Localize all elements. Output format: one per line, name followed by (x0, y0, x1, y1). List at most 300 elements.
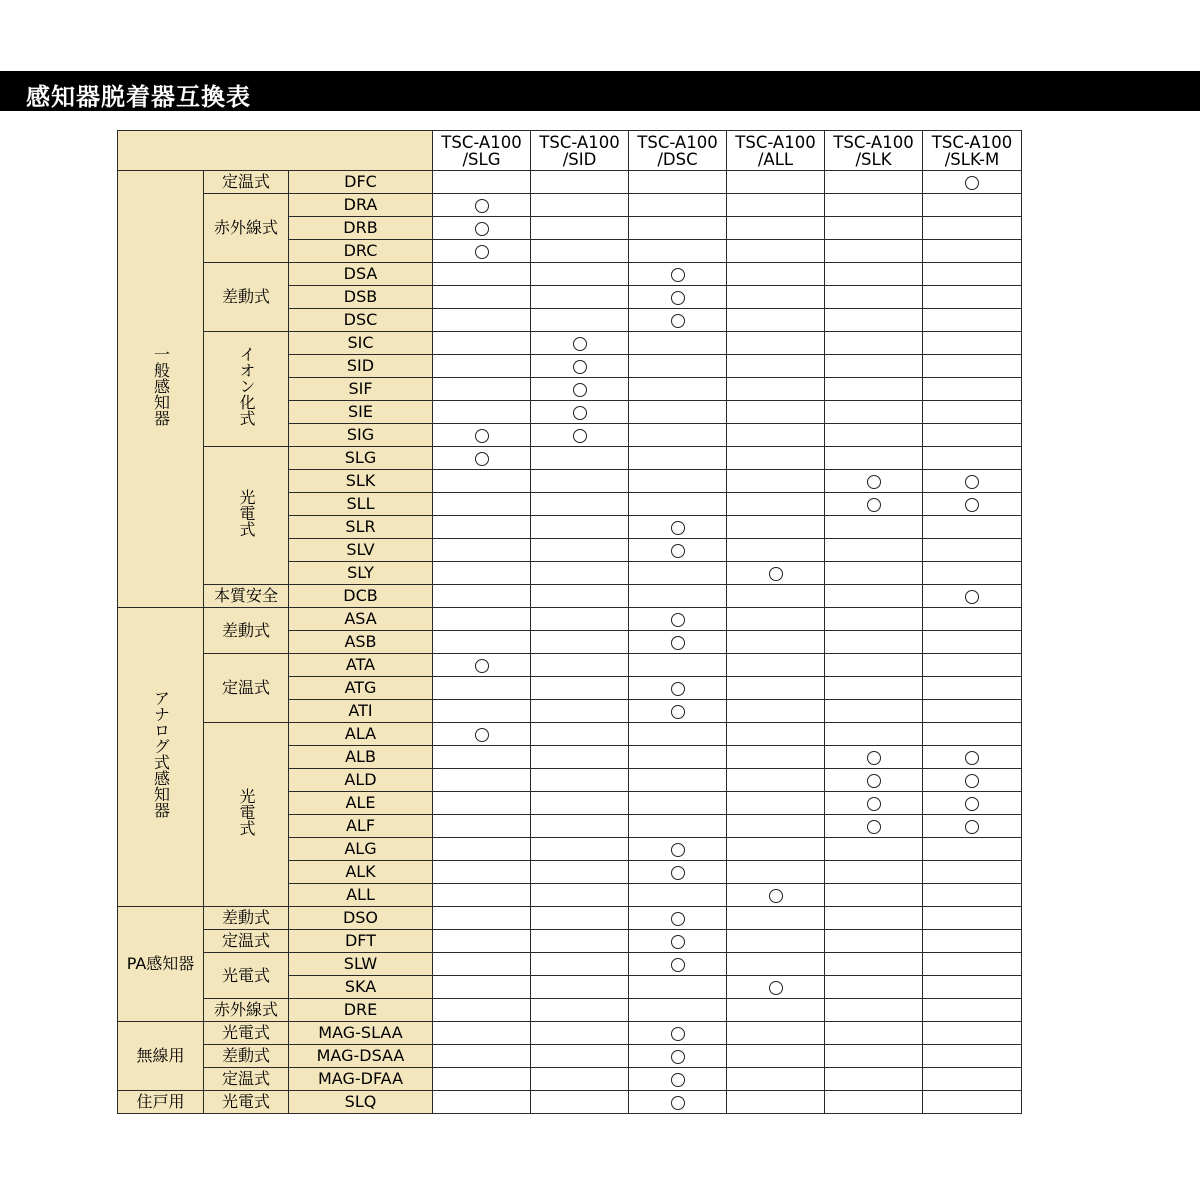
table-row (118, 1068, 1022, 1091)
compat-cell (727, 700, 825, 723)
compat-cell (923, 792, 1022, 815)
compat-cell (629, 401, 727, 424)
table-row (118, 447, 1022, 470)
compat-cell (629, 286, 727, 309)
compat-cell (433, 746, 531, 769)
compat-cell (531, 516, 629, 539)
compat-cell (433, 401, 531, 424)
compat-cell (923, 194, 1022, 217)
compatible-mark (671, 705, 685, 719)
compat-cell (727, 332, 825, 355)
compatible-mark (671, 912, 685, 926)
table-row (118, 930, 1022, 953)
model-name: DRB (289, 217, 433, 240)
compatible-mark (573, 360, 587, 374)
compatible-mark (867, 475, 881, 489)
compat-cell (825, 930, 923, 953)
model-name: SIF (289, 378, 433, 401)
compat-cell (825, 1068, 923, 1091)
compat-cell (727, 677, 825, 700)
compat-cell (531, 1045, 629, 1068)
compat-cell (531, 562, 629, 585)
table-row (118, 1022, 1022, 1045)
model-name: DFT (289, 930, 433, 953)
compat-cell (531, 424, 629, 447)
compat-cell (923, 746, 1022, 769)
model-name: ALD (289, 769, 433, 792)
model-name: SLV (289, 539, 433, 562)
compat-cell (825, 470, 923, 493)
compatible-mark (965, 751, 979, 765)
compat-cell (727, 746, 825, 769)
compat-cell (825, 1022, 923, 1045)
compat-cell (629, 608, 727, 631)
compat-cell (433, 332, 531, 355)
model-name: SIC (289, 332, 433, 355)
header-corner (118, 131, 433, 171)
compat-cell (629, 194, 727, 217)
compat-cell (727, 539, 825, 562)
compat-cell (629, 838, 727, 861)
compat-cell (629, 815, 727, 838)
model-name: SIE (289, 401, 433, 424)
compat-cell (531, 677, 629, 700)
compat-cell (825, 700, 923, 723)
type-label-text: 光電式 (221, 1092, 270, 1111)
model-name: DRA (289, 194, 433, 217)
compat-cell (629, 309, 727, 332)
compat-cell (629, 953, 727, 976)
compat-cell (433, 999, 531, 1022)
type-label-text: 差動式 (221, 1046, 270, 1065)
compat-cell (531, 309, 629, 332)
model-name: ALB (289, 746, 433, 769)
model-name: SLQ (289, 1091, 433, 1114)
compat-cell (531, 631, 629, 654)
compatible-mark (769, 567, 783, 581)
compat-cell (727, 608, 825, 631)
col-header-slk-m: TSC-A100 /SLK-M (923, 131, 1022, 171)
compat-cell (433, 1022, 531, 1045)
compat-cell (923, 217, 1022, 240)
compat-cell (629, 1068, 727, 1091)
compat-cell (825, 838, 923, 861)
model-name: SLG (289, 447, 433, 470)
compat-cell (433, 378, 531, 401)
compat-cell (923, 355, 1022, 378)
compat-cell (531, 470, 629, 493)
compat-cell (433, 815, 531, 838)
compat-cell (531, 953, 629, 976)
compat-cell (727, 447, 825, 470)
compat-cell (727, 286, 825, 309)
compat-cell (531, 930, 629, 953)
compat-cell (433, 884, 531, 907)
type-label-text: 光電式 (237, 787, 256, 836)
type-label-text: 光電式 (237, 488, 256, 537)
table-row (118, 999, 1022, 1022)
compat-cell (825, 424, 923, 447)
compat-cell (825, 999, 923, 1022)
compat-cell (433, 309, 531, 332)
group-label (118, 1022, 204, 1091)
compat-cell (433, 1091, 531, 1114)
compat-cell (923, 654, 1022, 677)
compat-cell (825, 585, 923, 608)
compat-cell (727, 654, 825, 677)
compatible-mark (965, 475, 979, 489)
table-row (118, 608, 1022, 631)
group-label (118, 171, 204, 608)
compat-cell (727, 861, 825, 884)
compat-cell (727, 1068, 825, 1091)
compat-cell (923, 815, 1022, 838)
compat-cell (727, 585, 825, 608)
compatibility-table (117, 130, 1022, 1114)
compat-cell (531, 539, 629, 562)
type-label-text: 赤外線式 (213, 1000, 278, 1019)
compat-cell (825, 263, 923, 286)
compat-cell (531, 240, 629, 263)
table-row (118, 953, 1022, 976)
compat-cell (727, 171, 825, 194)
compat-cell (923, 953, 1022, 976)
col-header-slk: TSC-A100 /SLK (825, 131, 923, 171)
compat-cell (825, 677, 923, 700)
compat-cell (433, 953, 531, 976)
compat-cell (825, 815, 923, 838)
table-row (118, 1045, 1022, 1068)
compat-cell (629, 516, 727, 539)
compat-cell (433, 424, 531, 447)
compat-cell (825, 976, 923, 999)
compat-cell (433, 493, 531, 516)
table-row (118, 907, 1022, 930)
compat-cell (531, 769, 629, 792)
compat-cell (433, 217, 531, 240)
compat-cell (727, 907, 825, 930)
compatible-mark (671, 1050, 685, 1064)
compat-cell (531, 286, 629, 309)
model-name: ASB (289, 631, 433, 654)
compat-cell (923, 930, 1022, 953)
compatible-mark (671, 958, 685, 972)
type-label-text: 本質安全 (213, 586, 278, 605)
compat-cell (433, 263, 531, 286)
compat-cell (825, 769, 923, 792)
compatible-mark (671, 1027, 685, 1041)
compat-cell (825, 286, 923, 309)
model-name: DSO (289, 907, 433, 930)
model-name: MAG-DSAA (289, 1045, 433, 1068)
type-label-text: 差動式 (221, 620, 270, 640)
type-label (204, 723, 289, 907)
compatible-mark (769, 889, 783, 903)
compat-cell (629, 1091, 727, 1114)
model-name: DSA (289, 263, 433, 286)
col-header-slg: TSC-A100 /SLG (433, 131, 531, 171)
compat-cell (825, 378, 923, 401)
compat-cell (727, 562, 825, 585)
compatible-mark (769, 981, 783, 995)
group-label-text: 一般感知器 (151, 346, 171, 426)
compat-cell (825, 631, 923, 654)
compat-cell (923, 447, 1022, 470)
model-name: SLR (289, 516, 433, 539)
compat-cell (433, 194, 531, 217)
compat-cell (825, 309, 923, 332)
compat-cell (825, 171, 923, 194)
compat-cell (727, 884, 825, 907)
compat-cell (727, 1045, 825, 1068)
compat-cell (727, 355, 825, 378)
compat-cell (727, 516, 825, 539)
compat-cell (433, 700, 531, 723)
model-name: ASA (289, 608, 433, 631)
compat-cell (433, 723, 531, 746)
table-row (118, 654, 1022, 677)
compat-cell (433, 976, 531, 999)
compatible-mark (671, 291, 685, 305)
compat-cell (923, 240, 1022, 263)
compatible-mark (671, 1073, 685, 1087)
compat-cell (923, 700, 1022, 723)
type-label-text: イオン化式 (237, 346, 256, 426)
compat-cell (629, 930, 727, 953)
compat-cell (629, 999, 727, 1022)
compat-cell (531, 263, 629, 286)
col-header-sid: TSC-A100 /SID (531, 131, 629, 171)
compat-cell (923, 999, 1022, 1022)
compatibility-table-body (118, 131, 1022, 1114)
compatible-mark (965, 498, 979, 512)
compat-cell (433, 447, 531, 470)
compat-cell (629, 240, 727, 263)
compatible-mark (867, 820, 881, 834)
compatible-mark (671, 544, 685, 558)
compat-cell (923, 309, 1022, 332)
group-label (118, 608, 204, 907)
compatible-mark (671, 521, 685, 535)
compat-cell (629, 861, 727, 884)
model-name: SLW (289, 953, 433, 976)
compat-cell (531, 1091, 629, 1114)
compatible-mark (475, 222, 489, 236)
compat-cell (727, 999, 825, 1022)
compatible-mark (867, 751, 881, 765)
table-row (118, 263, 1022, 286)
compat-cell (825, 861, 923, 884)
compat-cell (433, 608, 531, 631)
compat-cell (629, 907, 727, 930)
compat-cell (727, 401, 825, 424)
group-label (118, 907, 204, 1022)
compat-cell (433, 769, 531, 792)
compat-cell (825, 1045, 923, 1068)
compat-cell (531, 999, 629, 1022)
compatible-mark (671, 1096, 685, 1110)
compat-cell (727, 953, 825, 976)
compat-cell (629, 378, 727, 401)
compat-cell (531, 447, 629, 470)
compat-cell (531, 815, 629, 838)
compat-cell (825, 907, 923, 930)
compat-cell (531, 723, 629, 746)
compat-cell (727, 470, 825, 493)
compatible-mark (573, 383, 587, 397)
compat-cell (531, 401, 629, 424)
compat-cell (433, 1068, 531, 1091)
compatible-mark (671, 314, 685, 328)
compat-cell (825, 608, 923, 631)
compat-cell (923, 470, 1022, 493)
type-label (204, 999, 289, 1022)
model-name: SKA (289, 976, 433, 999)
compat-cell (531, 493, 629, 516)
compat-cell (531, 907, 629, 930)
compat-cell (531, 884, 629, 907)
model-name: DFC (289, 171, 433, 194)
compat-cell (825, 240, 923, 263)
model-name: MAG-DFAA (289, 1068, 433, 1091)
compat-cell (433, 516, 531, 539)
compat-cell (923, 907, 1022, 930)
compat-cell (727, 217, 825, 240)
type-label (204, 1045, 289, 1068)
compat-cell (629, 677, 727, 700)
type-label (204, 930, 289, 953)
type-label (204, 907, 289, 930)
compat-cell (923, 769, 1022, 792)
compat-cell (531, 171, 629, 194)
compat-cell (923, 562, 1022, 585)
type-label-text: 定温式 (221, 931, 270, 950)
type-label (204, 332, 289, 447)
compat-cell (923, 631, 1022, 654)
group-label-text: 住戸用 (136, 1092, 185, 1111)
compat-cell (923, 424, 1022, 447)
compat-cell (727, 976, 825, 999)
compat-cell (727, 309, 825, 332)
compat-cell (629, 1022, 727, 1045)
model-name: ATG (289, 677, 433, 700)
table-row (118, 723, 1022, 746)
compat-cell (629, 654, 727, 677)
compat-cell (433, 907, 531, 930)
compat-cell (433, 240, 531, 263)
compat-cell (727, 631, 825, 654)
model-name: DSC (289, 309, 433, 332)
compat-cell (531, 654, 629, 677)
compat-cell (727, 792, 825, 815)
compat-cell (531, 700, 629, 723)
compat-cell (923, 861, 1022, 884)
compat-cell (531, 608, 629, 631)
compat-cell (629, 585, 727, 608)
compat-cell (433, 654, 531, 677)
header-row (118, 131, 1022, 171)
compat-cell (923, 1022, 1022, 1045)
compat-cell (433, 539, 531, 562)
compat-cell (825, 792, 923, 815)
type-label (204, 263, 289, 332)
compat-cell (433, 171, 531, 194)
table-row (118, 332, 1022, 355)
model-name: SLK (289, 470, 433, 493)
compat-cell (923, 1045, 1022, 1068)
compatible-mark (671, 613, 685, 627)
compat-cell (629, 539, 727, 562)
compat-cell (923, 585, 1022, 608)
model-name: ALF (289, 815, 433, 838)
type-label-text: 差動式 (221, 287, 270, 306)
type-label (204, 1022, 289, 1045)
compat-cell (629, 332, 727, 355)
compat-cell (923, 378, 1022, 401)
group-label-text: PA感知器 (126, 954, 195, 973)
compat-cell (727, 194, 825, 217)
compat-cell (531, 792, 629, 815)
compat-cell (629, 263, 727, 286)
compatible-mark (475, 659, 489, 673)
compatible-mark (475, 245, 489, 259)
compat-cell (531, 355, 629, 378)
model-name: DSB (289, 286, 433, 309)
compat-cell (531, 1022, 629, 1045)
compatible-mark (965, 176, 979, 190)
type-label-text: 赤外線式 (213, 218, 278, 237)
compat-cell (825, 723, 923, 746)
compatible-mark (671, 682, 685, 696)
type-label (204, 608, 289, 654)
compat-cell (433, 838, 531, 861)
col-header-dsc: TSC-A100 /DSC (629, 131, 727, 171)
compat-cell (825, 332, 923, 355)
type-label-text: 光電式 (221, 965, 270, 985)
compat-cell (629, 976, 727, 999)
type-label (204, 585, 289, 608)
compat-cell (531, 838, 629, 861)
model-name: SIG (289, 424, 433, 447)
compat-cell (825, 1091, 923, 1114)
compat-cell (433, 861, 531, 884)
compat-cell (629, 723, 727, 746)
page-title: 感知器脱着器互換表 (26, 83, 251, 111)
model-name: MAG-SLAA (289, 1022, 433, 1045)
compat-cell (923, 332, 1022, 355)
compat-cell (727, 723, 825, 746)
type-label-text: 差動式 (221, 908, 270, 927)
model-name: ALA (289, 723, 433, 746)
model-name: DRE (289, 999, 433, 1022)
compat-cell (629, 884, 727, 907)
compat-cell (923, 1091, 1022, 1114)
compatible-mark (965, 820, 979, 834)
group-label-text: アナログ式感知器 (151, 690, 171, 818)
compat-cell (825, 562, 923, 585)
compat-cell (433, 677, 531, 700)
table-row (118, 585, 1022, 608)
compat-cell (825, 654, 923, 677)
compat-cell (629, 700, 727, 723)
compatible-mark (965, 590, 979, 604)
compat-cell (923, 677, 1022, 700)
title-bar (0, 71, 1200, 111)
compat-cell (433, 631, 531, 654)
type-label-text: 光電式 (221, 1023, 270, 1042)
compat-cell (727, 378, 825, 401)
compat-cell (531, 1068, 629, 1091)
